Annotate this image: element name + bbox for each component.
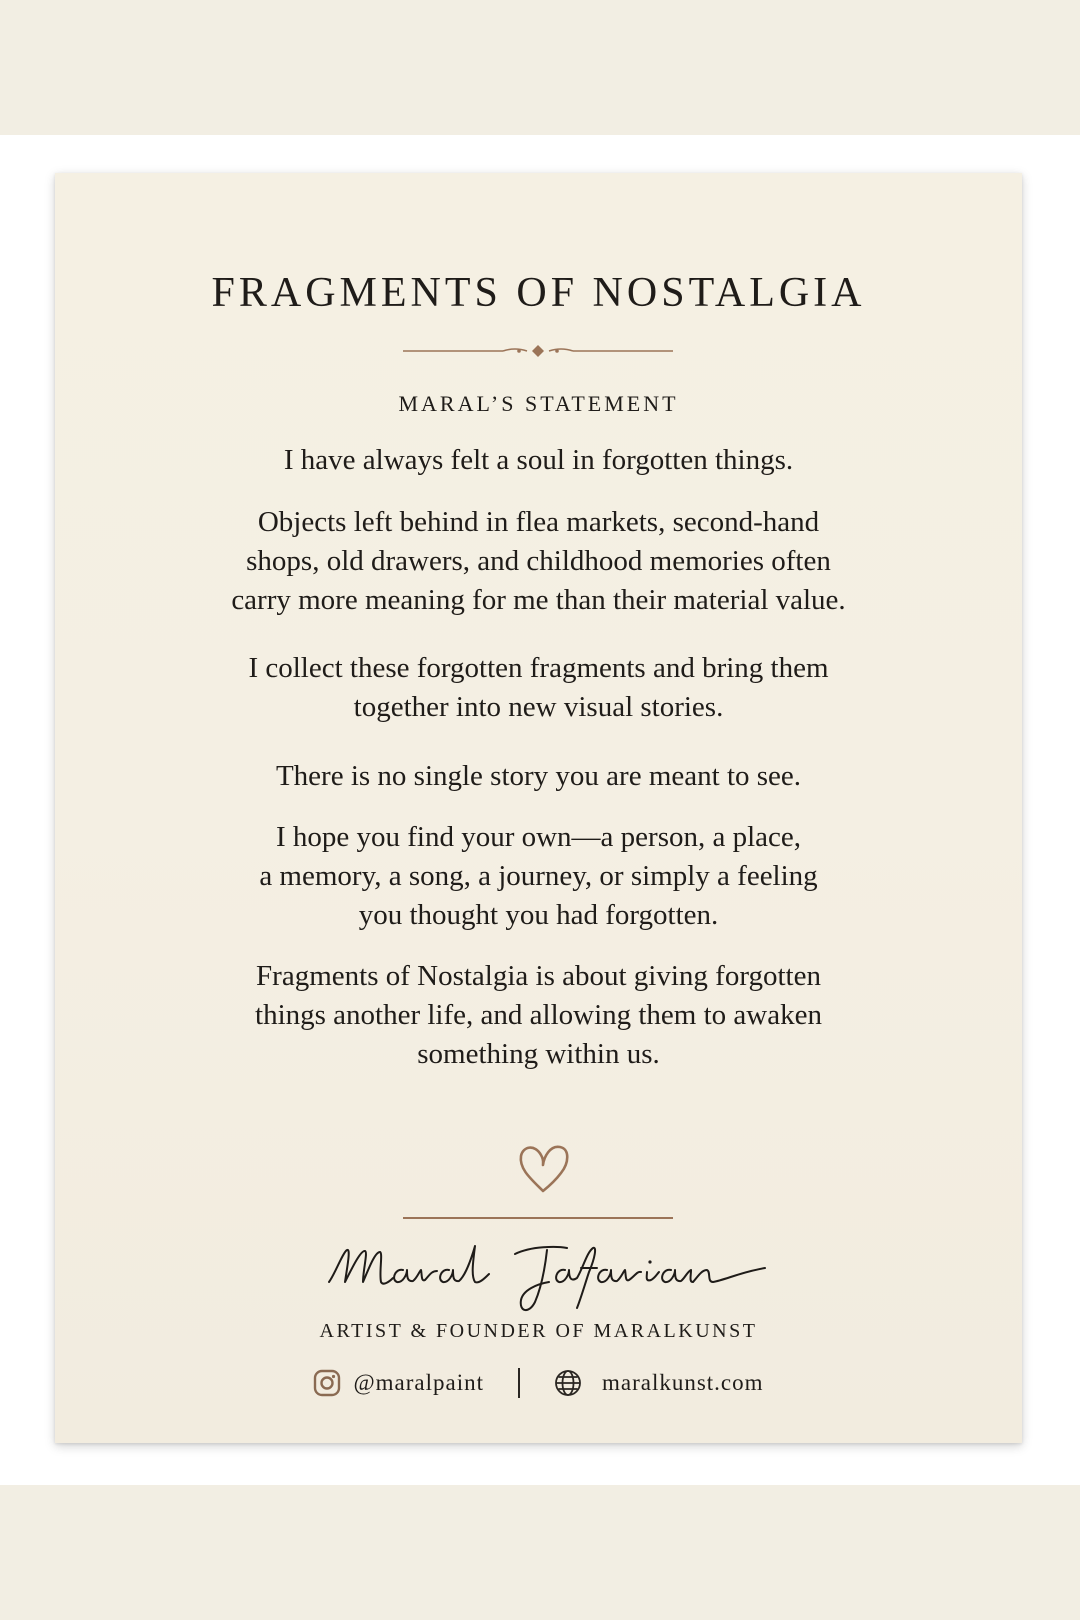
statement-paragraph-4: There is no single story you are meant to see. [275,760,802,792]
instagram-icon [313,1369,341,1397]
page-title: FRAGMENTS OF NOSTALGIA [211,270,866,316]
statement-paragraph-2: Objects left behind in flea markets, second-hand shops, old drawers, and childhood memories often carry more meaning for me than their material value. [231,506,846,616]
divider-ornament [403,343,673,359]
statement-card [55,173,1022,1443]
signature-image [325,1238,785,1318]
heart-icon [513,1139,573,1197]
contact-row [55,1363,1022,1403]
statement-paragraph-6: Fragments of Nostalgia is about giving forgotten things another life, and allowing them to awaken something within us. [255,960,822,1070]
statement-paragraph-5: I hope you find your own—a person, a place, a memory, a song, a journey, or simply a feeling you thought you had forgotten. [259,821,818,931]
globe-icon [554,1369,582,1397]
statement-paragraph-3: I collect these forgotten fragments and bring them together into new visual stories. [248,652,829,723]
statement-subtitle: MARAL’S STATEMENT [398,391,679,416]
artist-role: ARTIST & FOUNDER OF MARALKUNST [319,1320,758,1342]
website-link[interactable]: maralkunst.com [601,1370,764,1395]
signature-rule [403,1217,673,1219]
instagram-handle[interactable]: @maralpaint [353,1370,484,1395]
statement-paragraph-1: I have always felt a soul in forgotten things. [283,444,794,476]
contact-separator [518,1368,520,1398]
